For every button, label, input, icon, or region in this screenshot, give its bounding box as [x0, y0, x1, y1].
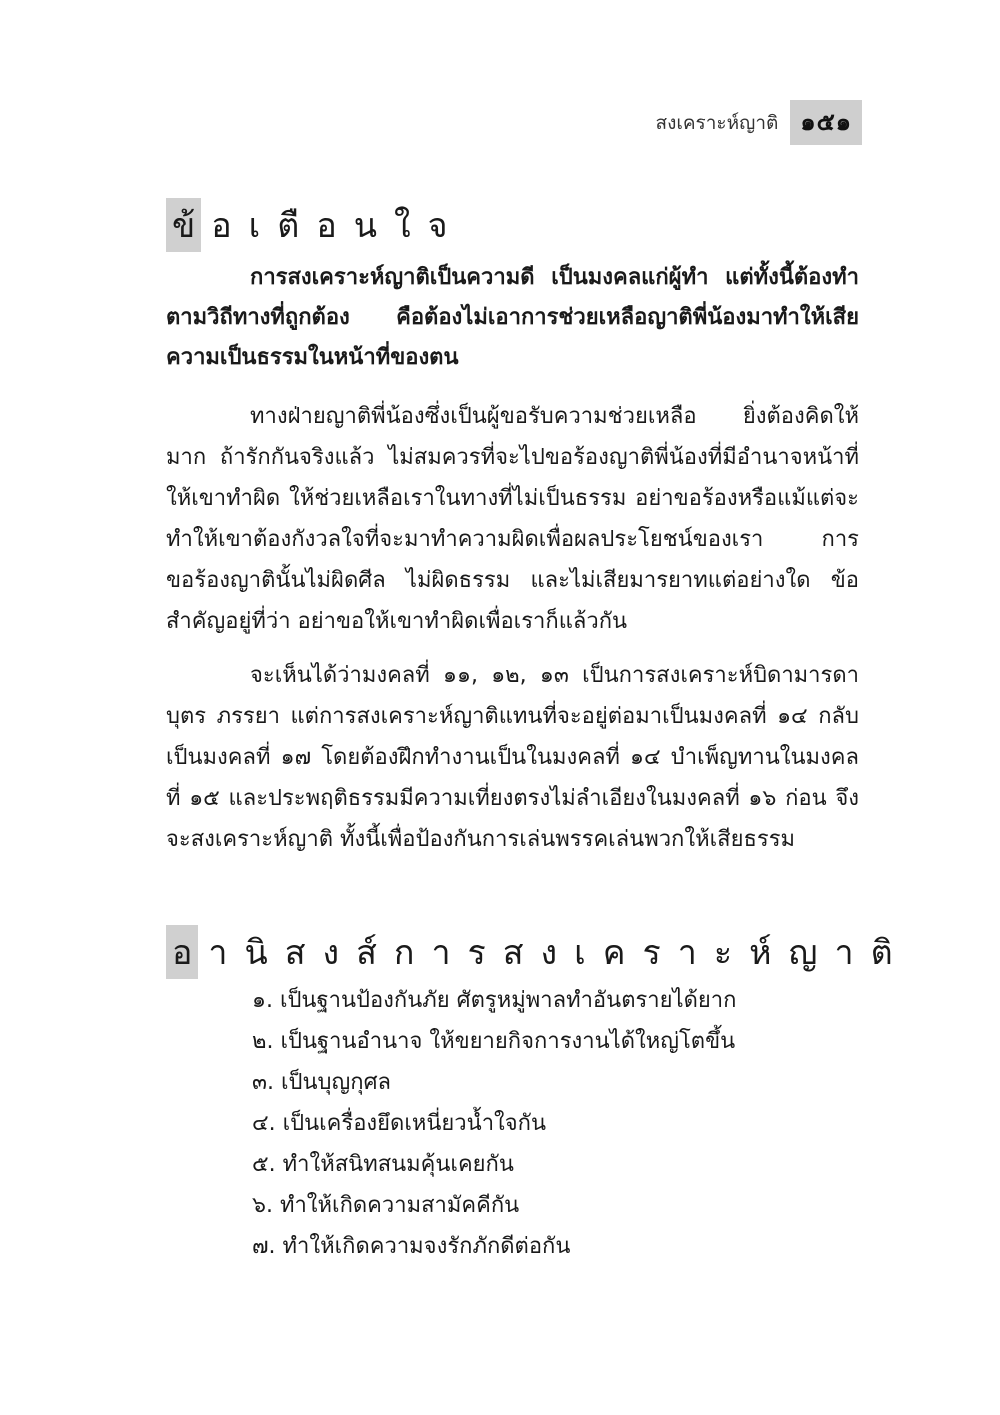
lead-paragraph: การสงเคราะห์ญาติเป็นความดี เป็นมงคลแก่ผู้ทำ แต่ทั้งนี้ต้องทำตามวิถีทางที่ถูกต้อง คือต้องไม่เอาการช่วยเหลือญาติพี่น้องมาทำให้เสียความเป็นธรรมในหน้าที่ของตน [166, 265, 859, 370]
heading-text: านิสงส์การสงเคราะห์ญาติ [208, 933, 910, 973]
section-heading-reminder [166, 198, 465, 252]
running-header [655, 100, 862, 145]
heading-highlight-letter: ข้ [166, 198, 201, 252]
list-item: ๒. เป็นฐานอำนาจ ให้ขยายกิจการงานได้ใหญ่โตขึ้น [252, 1029, 736, 1054]
list-item: ๑. เป็นฐานป้องกันภัย ศัตรูหมู่พาลทำอันตรายได้ยาก [252, 988, 737, 1013]
page-number: ๑๕๑ [790, 100, 862, 145]
section-heading-benefits [166, 925, 910, 979]
body-paragraph-2: จะเห็นได้ว่ามงคลที่ ๑๑, ๑๒, ๑๓ เป็นการสงเคราะห์บิดามารดา บุตร ภรรยา แต่การสงเคราะห์ญาติแทนที่จะอยู่ต่อมาเป็นมงคลที่ ๑๔ กลับเป็นมงคลที่ ๑๗ โดยต้องฝึกทำงานเป็นในมงคลที่ ๑๔ บำเพ็ญทานในมงคลที่ ๑๕ และประพฤติธรรมมีความเที่ยงตรงไม่ลำเอียงในมงคลที่ ๑๖ ก่อน จึงจะสงเคราะห์ญาติ ทั้งนี้เพื่อป้องกันการเล่นพรรคเล่นพวกให้เสียธรรม [166, 663, 859, 852]
list-item: ๓. เป็นบุญกุศล [252, 1070, 392, 1095]
list-item: ๗. ทำให้เกิดความจงรักภักดีต่อกัน [252, 1234, 571, 1259]
heading-highlight-letter: อ [166, 925, 198, 979]
list-item: ๔. เป็นเครื่องยึดเหนี่ยวน้ำใจกัน [252, 1111, 547, 1136]
heading-text: อเตือนใจ [211, 206, 465, 246]
list-item: ๕. ทำให้สนิทสนมคุ้นเคยกัน [252, 1152, 514, 1177]
running-title: สงเคราะห์ญาติ [655, 111, 779, 134]
benefits-list [252, 980, 736, 1267]
list-item: ๖. ทำให้เกิดความสามัคคีกัน [252, 1193, 520, 1218]
body-paragraph-1: ทางฝ่ายญาติพี่น้องซึ่งเป็นผู้ขอรับความช่วยเหลือ ยิ่งต้องคิดให้มาก ถ้ารักกันจริงแล้ว ไม่สมควรที่จะไปขอร้องญาติพี่น้องที่มีอำนาจหน้าที่ ให้เขาทำผิด ให้ช่วยเหลือเราในทางที่ไม่เป็นธรรม อย่าขอร้องหรือแม้แต่จะทำให้เขาต้องกังวลใจที่จะมาทำความผิดเพื่อผลประโยชน์ของเรา การขอร้องญาตินั้นไม่ผิดศีล ไม่ผิดธรรม และไม่เสียมารยาทแต่อย่างใด ข้อสำคัญอยู่ที่ว่า อย่าขอให้เขาทำผิดเพื่อเราก็แล้วกัน [166, 404, 859, 634]
